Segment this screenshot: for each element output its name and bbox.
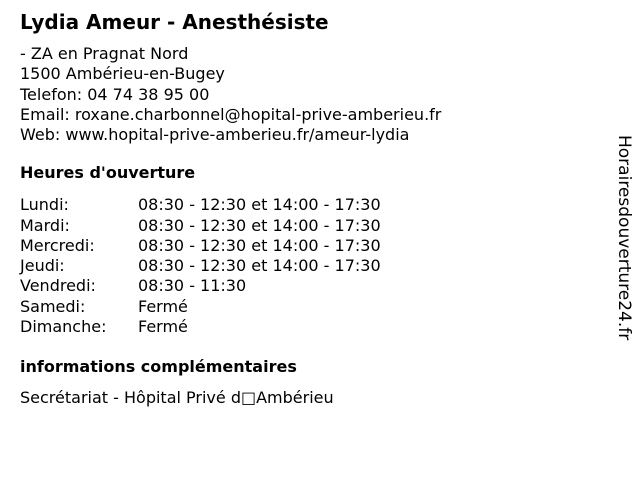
hours-row-sunday [20, 317, 610, 337]
address-line-2: 1500 Ambérieu-en-Bugey [20, 64, 225, 84]
time-value: 08:30 - 12:30 et 14:00 - 17:30 [138, 215, 381, 235]
hours-row-wednesday [20, 236, 610, 256]
time-value: 08:30 - 12:30 et 14:00 - 17:30 [138, 195, 381, 215]
contact-block [20, 44, 610, 145]
hours-heading: Heures d'ouverture [20, 163, 196, 183]
day-label: Dimanche: [20, 316, 107, 336]
hours-row-friday [20, 276, 610, 296]
hours-row-monday [20, 195, 610, 215]
hours-row-thursday [20, 256, 610, 276]
page-title: Lydia Ameur - Anesthésiste [20, 10, 329, 34]
info-heading: informations complémentaires [20, 356, 297, 376]
time-value: Fermé [138, 316, 188, 336]
day-label: Vendredi: [20, 276, 96, 296]
web-line: Web: www.hopital-prive-amberieu.fr/ameur-lydia [20, 125, 410, 145]
time-value: Fermé [138, 296, 188, 316]
address-line-1: - ZA en Pragnat Nord [20, 44, 189, 63]
email-line: Email: roxane.charbonnel@hopital-prive-amberieu.fr [20, 104, 442, 124]
time-value: 08:30 - 12:30 et 14:00 - 17:30 [138, 256, 381, 276]
day-label: Lundi: [20, 195, 69, 215]
hours-table [20, 195, 610, 336]
time-value: 08:30 - 11:30 [138, 276, 247, 296]
info-text: Secrétariat - Hôpital Privé d□Ambérieu [20, 387, 334, 407]
hours-row-saturday [20, 297, 610, 317]
day-label: Jeudi: [20, 256, 65, 276]
time-value: 08:30 - 12:30 et 14:00 - 17:30 [138, 235, 381, 255]
listing-card [20, 10, 610, 408]
phone-line: Telefon: 04 74 38 95 00 [20, 84, 210, 104]
day-label: Mercredi: [20, 235, 95, 255]
day-label: Mardi: [20, 215, 70, 235]
site-watermark: Horairesdouverture24.fr [614, 135, 634, 341]
hours-row-tuesday [20, 216, 610, 236]
day-label: Samedi: [20, 296, 86, 316]
